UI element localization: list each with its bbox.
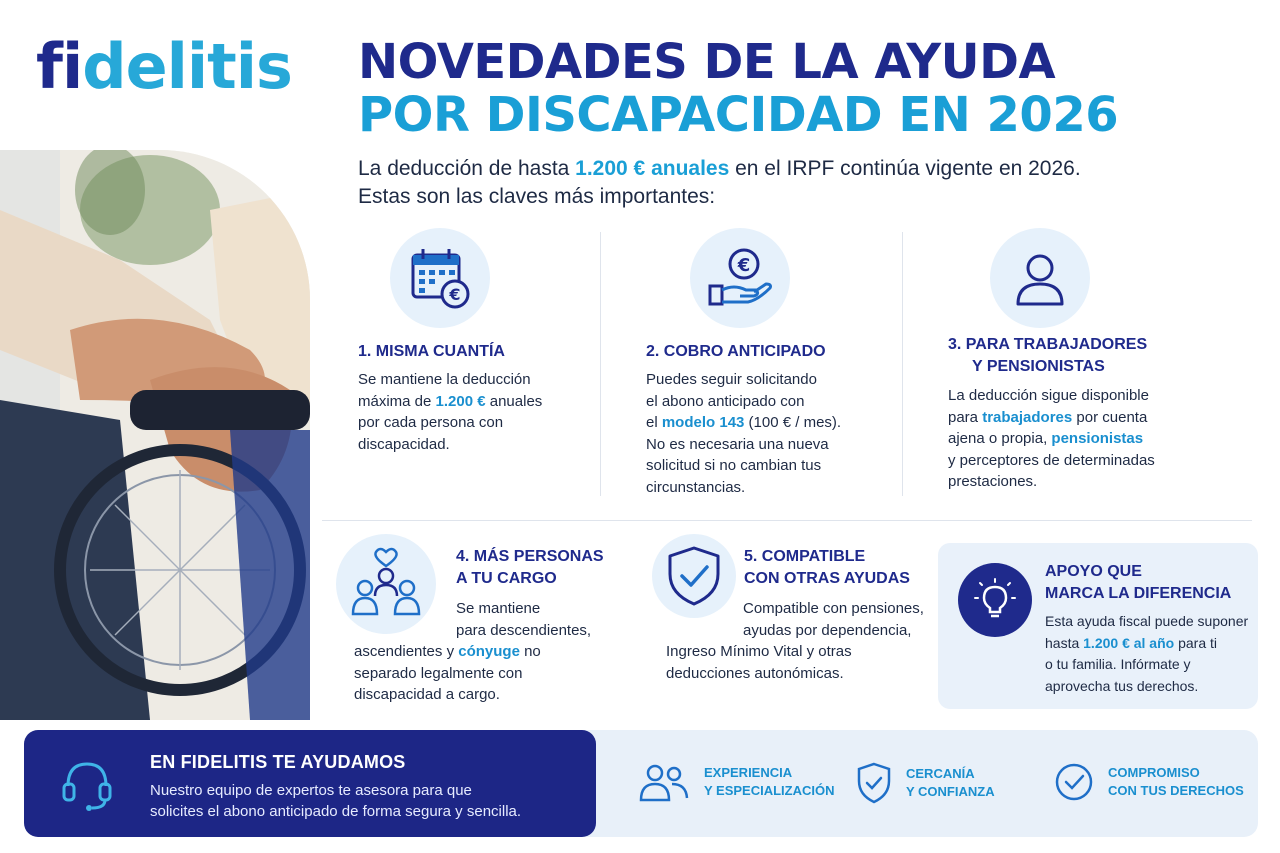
card-title: 1. MISMA CUANTÍA (358, 343, 505, 360)
card-title: 3. PARA TRABAJADORES Y PENSIONISTAS (948, 336, 1148, 375)
apoyo-title: APOYO QUE MARCA LA DIFERENCIA (1045, 563, 1232, 602)
svg-text:€: € (449, 285, 461, 304)
svg-text:€: € (737, 255, 751, 276)
divider (322, 520, 1252, 521)
intro-text: La deducción de hasta 1.200 € anuales en el IRPF continúa vigente en 2026. Estas son las claves más importantes: (358, 157, 1081, 208)
card-title: 4. MÁS PERSONAS A TU CARGO (456, 548, 604, 587)
intro-highlight: 1.200 € anuales (575, 157, 730, 180)
page-title: NOVEDADES DE LA AYUDA POR DISCAPACIDAD EN 2026 (358, 34, 1119, 143)
team-icon (638, 762, 690, 802)
hand-euro-icon (690, 228, 790, 328)
help-text: Nuestro equipo de expertos te asesora para que solicites el abono anticipado de forma segura y sencilla. (150, 782, 522, 820)
feature-experiencia: EXPERIENCIA Y ESPECIALIZACIÓN (638, 762, 835, 802)
divider (902, 232, 903, 496)
apoyo-panel (938, 543, 1258, 709)
card-title: 2. COBRO ANTICIPADO (646, 343, 826, 360)
wheelchair-photo (0, 150, 310, 720)
check-circle-icon (1054, 762, 1094, 802)
card-text: Compatible con pensiones, ayudas por dependencia, Ingreso Mínimo Vital y otras deducciones autonómicas. (666, 600, 924, 682)
apoyo-text: Esta ayuda fiscal puede suponer hasta 1.200 € al año para ti o tu familia. Infórmate y aprovecha tus derechos. (1045, 613, 1249, 694)
help-banner (24, 730, 596, 837)
person-icon (990, 228, 1090, 328)
card-text: Se mantiene la deducción máxima de 1.200 € anuales por cada persona con discapacidad. (358, 371, 543, 453)
fidelitis-logo: fidelitis (36, 30, 292, 103)
card-text: La deducción sigue disponible para trabajadores por cuenta ajena o propia, pensionistas y perceptores de determinadas prestaciones. (948, 387, 1155, 490)
shield-check-icon (856, 762, 892, 804)
feature-cercania: CERCANÍA Y CONFIANZA (856, 762, 995, 804)
headset-icon (60, 756, 114, 817)
card-title: 5. COMPATIBLE CON OTRAS AYUDAS (744, 548, 910, 587)
card-text: Puedes seguir solicitando el abono anticipado con el modelo 143 (100 € / mes). No es necesaria una nueva solicitud si no cambian tus circunstancias. (646, 371, 842, 496)
divider (600, 232, 601, 496)
feature-compromiso: COMPROMISO CON TUS DERECHOS (1054, 762, 1244, 802)
help-title: EN FIDELITIS TE AYUDAMOS (150, 752, 406, 772)
calendar-euro-icon (390, 228, 490, 328)
lightbulb-icon (958, 563, 1032, 637)
card-text: Se mantiene para descendientes, ascendientes y cónyuge no separado legalmente con discapacidad a cargo. (354, 600, 592, 703)
features-strip (580, 730, 1258, 837)
